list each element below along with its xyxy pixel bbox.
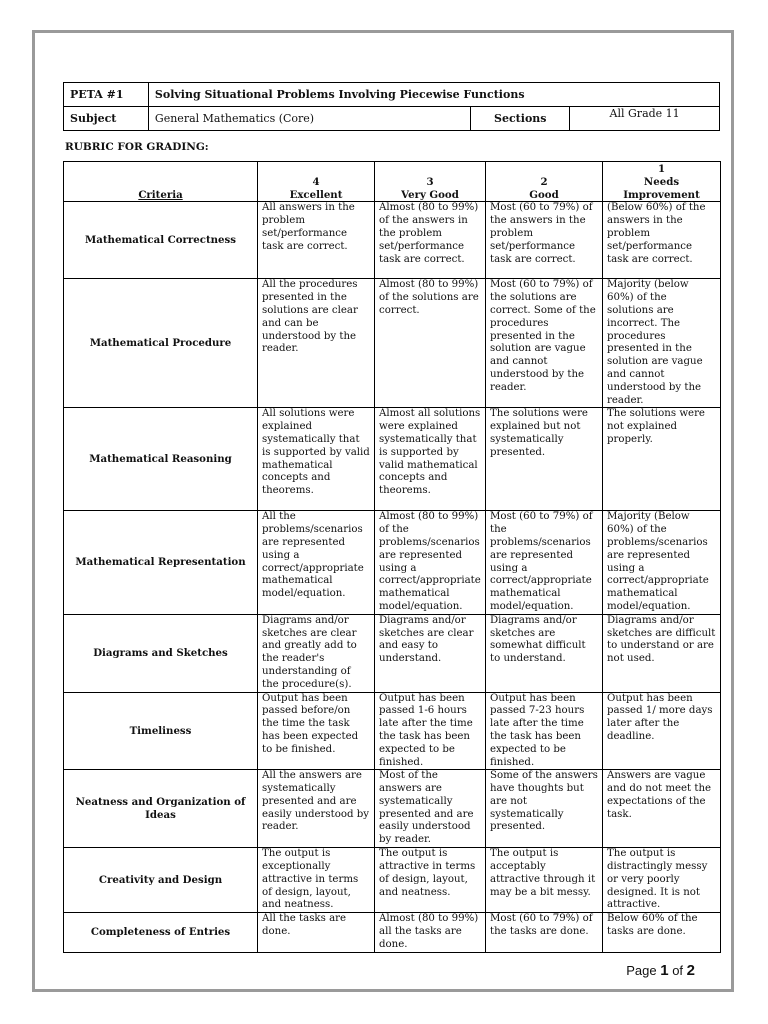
- header-row-peta: [64, 83, 720, 107]
- sections-label: Sections: [471, 107, 570, 131]
- rubric-cell: Majority (Below 60%) of the problems/scenarios are represented using a correct/appropriate mathematical model/equation.: [603, 511, 721, 614]
- rubric-cell: Most (60 to 79%) of the problems/scenarios are represented using a correct/appropriate mathematical model/equation.: [486, 511, 603, 614]
- rubric-cell: Diagrams and/or sketches are clear and easy to understand.: [375, 614, 486, 692]
- rubric-cell: The output is attractive in terms of design, layout, and neatness.: [375, 848, 486, 913]
- rubric-cell: Most (60 to 79%) of the answers in the problem set/performance task are correct.: [486, 202, 603, 279]
- rubric-title: RUBRIC FOR GRADING:: [65, 141, 209, 153]
- criterion-name: Completeness of Entries: [64, 913, 258, 953]
- rubric-cell: All answers in the problem set/performance task are correct.: [258, 202, 375, 279]
- rubric-table: [63, 161, 721, 953]
- rubric-cell: Almost (80 to 99%) of the problems/scenarios are represented using a correct/appropriate mathematical model/equation.: [375, 511, 486, 614]
- rubric-cell: Diagrams and/or sketches are difficult to understand or are not used.: [603, 614, 721, 692]
- of-word: of: [672, 963, 684, 978]
- rubric-cell: Below 60% of the tasks are done.: [603, 913, 721, 953]
- level-label: Needs Improvement: [623, 175, 700, 201]
- page-word: Page: [626, 963, 657, 978]
- level-score: 3: [426, 175, 434, 188]
- level-score: 1: [657, 163, 666, 175]
- rubric-cell: Diagrams and/or sketches are clear and greatly add to the reader's understanding of the procedure(s).: [258, 614, 375, 692]
- rubric-body: [64, 202, 721, 953]
- rubric-cell: Output has been passed 7-23 hours late after the time the task has been expected to be finished.: [486, 692, 603, 770]
- criterion-name: Mathematical Procedure: [64, 279, 258, 408]
- level-header-1: [603, 162, 721, 202]
- rubric-cell: The output is exceptionally attractive in terms of design, layout, and neatness.: [258, 848, 375, 913]
- rubric-row: [64, 408, 721, 511]
- rubric-cell: All the answers are systematically presented and are easily understood by reader.: [258, 770, 375, 848]
- criterion-name: Timeliness: [64, 692, 258, 770]
- level-header-2: [486, 162, 603, 202]
- criterion-name: Mathematical Reasoning: [64, 408, 258, 511]
- criterion-name: Mathematical Representation: [64, 511, 258, 614]
- level-header-4: [258, 162, 375, 202]
- total-pages: 2: [686, 962, 695, 979]
- rubric-row: [64, 614, 721, 692]
- rubric-row: [64, 848, 721, 913]
- rubric-cell: (Below 60%) of the answers in the problem set/performance task are correct.: [603, 202, 721, 279]
- rubric-cell: Answers are vague and do not meet the expectations of the task.: [603, 770, 721, 848]
- header-table: [63, 82, 720, 131]
- rubric-cell: Majority (below 60%) of the solutions are incorrect. The procedures presented in the solution are vague and cannot understood by the reader.: [603, 279, 721, 408]
- rubric-cell: Diagrams and/or sketches are somewhat difficult to understand.: [486, 614, 603, 692]
- subject-label: Subject: [64, 107, 149, 131]
- rubric-cell: All the procedures presented in the solutions are clear and can be understood by the reader.: [258, 279, 375, 408]
- rubric-cell: The solutions were not explained properly.: [603, 408, 721, 511]
- rubric-cell: Almost (80 to 99%) of the answers in the problem set/performance task are correct.: [375, 202, 486, 279]
- rubric-cell: All the tasks are done.: [258, 913, 375, 953]
- rubric-cell: The output is distractingly messy or very poorly designed. It is not attractive.: [603, 848, 721, 913]
- rubric-cell: The solutions were explained but not systematically presented.: [486, 408, 603, 511]
- rubric-row: [64, 692, 721, 770]
- criterion-name: Creativity and Design: [64, 848, 258, 913]
- rubric-cell: The output is acceptably attractive through it may be a bit messy.: [486, 848, 603, 913]
- rubric-cell: Output has been passed 1-6 hours late after the time the task has been expected to be finished.: [375, 692, 486, 770]
- criterion-name: Mathematical Correctness: [64, 202, 258, 279]
- rubric-cell: Almost (80 to 99%) all the tasks are done.: [375, 913, 486, 953]
- rubric-row: [64, 279, 721, 408]
- peta-title: Solving Situational Problems Involving Piecewise Functions: [148, 83, 719, 107]
- rubric-header-row: [64, 162, 721, 202]
- rubric-cell: All the problems/scenarios are represented using a correct/appropriate mathematical model/equation.: [258, 511, 375, 614]
- level-label: Good: [529, 188, 559, 201]
- level-score: 4: [312, 175, 320, 188]
- level-header-3: [375, 162, 486, 202]
- rubric-cell: Output has been passed 1/ more days later after the deadline.: [603, 692, 721, 770]
- header-row-subject: [64, 107, 720, 131]
- rubric-cell: Almost (80 to 99%) of the solutions are correct.: [375, 279, 486, 408]
- rubric-cell: Most of the answers are systematically presented and are easily understood by reader.: [375, 770, 486, 848]
- criterion-name: Neatness and Organization of Ideas: [64, 770, 258, 848]
- level-label: Excellent: [289, 188, 343, 201]
- current-page: 1: [660, 962, 669, 979]
- rubric-cell: Some of the answers have thoughts but are not systematically presented.: [486, 770, 603, 848]
- rubric-cell: Output has been passed before/on the time the task has been expected to be finished.: [258, 692, 375, 770]
- rubric-cell: Most (60 to 79%) of the solutions are correct. Some of the procedures presented in the solution are vague and cannot understood by the reader.: [486, 279, 603, 408]
- rubric-cell: All solutions were explained systematically that is supported by valid mathematical concepts and theorems.: [258, 408, 375, 511]
- rubric-row: [64, 511, 721, 614]
- level-score: 2: [540, 175, 548, 188]
- level-label: Very Good: [401, 188, 459, 201]
- rubric-row: [64, 202, 721, 279]
- criteria-header: Criteria: [64, 162, 258, 202]
- sections-value: All Grade 11: [570, 107, 720, 131]
- page-number: [626, 962, 695, 979]
- subject-value: General Mathematics (Core): [148, 107, 470, 131]
- rubric-cell: Almost all solutions were explained systematically that is supported by valid mathematical concepts and theorems.: [375, 408, 486, 511]
- peta-label: PETA #1: [64, 83, 149, 107]
- rubric-cell: Most (60 to 79%) of the tasks are done.: [486, 913, 603, 953]
- rubric-row: [64, 770, 721, 848]
- criterion-name: Diagrams and Sketches: [64, 614, 258, 692]
- rubric-row: [64, 913, 721, 953]
